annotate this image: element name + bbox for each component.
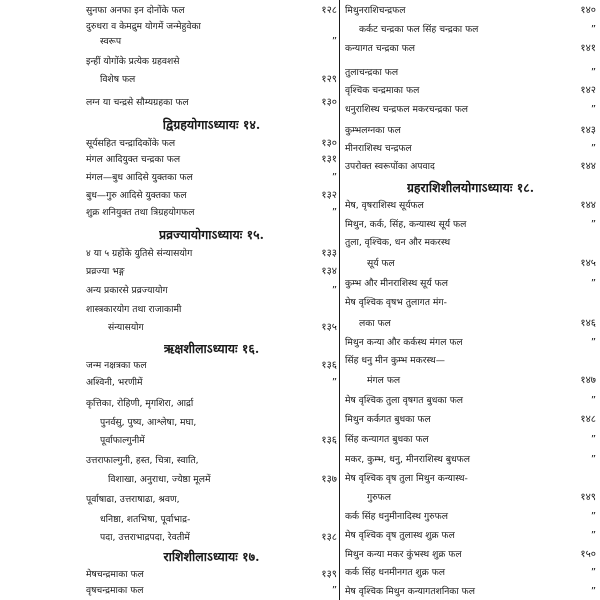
entry-text: सिंह कन्यागत बुधका फल [345, 434, 429, 445]
entry-text: सूर्यसहित चन्द्रादिकोंके फल [86, 138, 176, 149]
entry-text: शास्त्रकारयोग तथा राजाकामी [86, 304, 182, 315]
entry-text: लका फल [359, 318, 391, 329]
entry-text: मेष वृश्चिक मिथुन कन्यागतशनिका फल [345, 586, 475, 597]
entry-text: तुला, वृश्चिक, धन और मकरस्थ [345, 237, 451, 248]
entry-text: मेष वृश्चिक वृषभ तुलागत मंग- [345, 297, 447, 308]
index-entry [86, 96, 337, 109]
page-number: ” [331, 172, 337, 183]
entry-text: सिंह धनु मीन कुम्भ मकरस्थ— [345, 355, 445, 366]
page-number: ” [331, 36, 337, 47]
page-number: ” [331, 285, 337, 296]
index-entry [345, 236, 596, 249]
index-entry [345, 199, 596, 212]
index-entry [86, 473, 337, 486]
index-entry [86, 247, 337, 260]
page-number: १४४ [580, 200, 596, 211]
index-entry [345, 453, 596, 466]
index-entry [345, 566, 596, 579]
page-number: ” [590, 530, 596, 541]
index-entry [86, 171, 337, 184]
chapter-title: राशिशीलाऽध्यायः १७. [163, 549, 260, 564]
page-number: १३२ [321, 190, 337, 201]
entry-text: कर्क सिंह धनुमीनादिस्थ गुरुफल [345, 511, 448, 522]
index-entry [345, 472, 596, 485]
page-number: १३६ [321, 360, 337, 371]
page-number: १३५ [321, 322, 337, 333]
entry-text: मेष वृश्चिक तुला वृषगत बुधका फल [345, 395, 464, 406]
index-entry [345, 548, 596, 561]
index-entry [86, 434, 337, 447]
index-entry [86, 20, 337, 33]
index-entry [86, 55, 337, 68]
index-entry [86, 303, 337, 316]
index-entry [345, 124, 596, 137]
page-number: ” [590, 24, 596, 35]
page-number: ” [590, 586, 596, 597]
index-entry [86, 416, 337, 429]
index-entry [86, 397, 337, 410]
entry-text: मिथुनराशिचन्द्रफल [345, 5, 406, 16]
index-entry [86, 513, 337, 526]
entry-text: मंगल फल [367, 375, 401, 386]
entry-text: विशाखा, अनुराधा, ज्येष्ठा मूलमें [108, 474, 211, 485]
page-number: ” [590, 278, 596, 289]
entry-text: मेष वृश्चिक वृष तुला मिथुन कन्यास्थ- [345, 473, 468, 484]
entry-text: विशेष फल [100, 74, 136, 85]
index-entry [86, 189, 337, 202]
index-entry [345, 336, 596, 349]
chapter-heading [86, 227, 337, 243]
page-number: १३० [321, 97, 337, 108]
page-number: १३३ [321, 248, 337, 259]
page-number: ” [331, 585, 337, 596]
page-number: १३९ [321, 569, 337, 580]
index-entry [86, 73, 337, 86]
index-entry [345, 394, 596, 407]
entry-text: पूर्वाषाढा, उत्तराषाढा, श्रवण, [86, 494, 180, 505]
index-entry [86, 153, 337, 166]
entry-text: इन्हीं योगोंके प्रत्येक ग्रहवशसे [86, 56, 180, 67]
entry-text: मेष, वृषराशिस्थ सूर्यफल [345, 200, 424, 211]
entry-text: पदा, उत्तराभाद्रपदा, रेवतीमें [100, 532, 190, 543]
entry-text: पुनर्वसु, पुष्य, आश्लेषा, मघा, [100, 417, 197, 428]
chapter-title: प्रव्रज्यायोगाऽध्यायः १५. [159, 227, 264, 242]
index-entry [345, 4, 596, 17]
entry-text: तुलाचन्द्रका फल [345, 67, 399, 78]
entry-text: प्रव्रज्या भङ्ग [86, 266, 125, 277]
entry-text: मेषचन्द्रमाका फल [86, 569, 144, 580]
index-entry [86, 284, 337, 297]
entry-text: मीनराशिस्थ चन्द्रफल [345, 143, 412, 154]
entry-text: मिथुन कन्या मकर कुंभस्थ शुक्र फल [345, 549, 462, 560]
page-number: ” [590, 143, 596, 154]
entry-text: दुरुधरा व केमद्रुम योगमें जन्मेहुवेका [86, 21, 201, 32]
index-entry [86, 265, 337, 278]
page-number: १४४ [580, 161, 596, 172]
index-entry [86, 206, 337, 219]
index-entry [345, 23, 596, 36]
entry-text: कृत्तिका, रोहिणी, मृगशिरा, आर्द्रा [86, 398, 194, 409]
index-entry [345, 354, 596, 367]
page-number: १४३ [580, 125, 596, 136]
page-number: ” [331, 207, 337, 218]
index-entry [86, 493, 337, 506]
index-entry [345, 374, 596, 387]
index-entry [86, 137, 337, 150]
page-number: १३७ [321, 474, 337, 485]
index-entry [345, 42, 596, 55]
chapter-title: ग्रहराशिशीलयोगाऽध्यायः १८. [406, 180, 535, 195]
entry-text: मिथुन कर्कगत बुधका फल [345, 414, 431, 425]
index-entry [86, 35, 337, 48]
entry-text: अन्य प्रकारसे प्रव्रज्यायोग [86, 285, 168, 296]
index-entry [345, 160, 596, 173]
entry-text: मिथुन कन्या और कर्कस्थ मंगल फल [345, 337, 463, 348]
entry-text: कर्कट चन्द्रका फल सिंह चन्द्रका फल [359, 24, 479, 35]
index-entry [345, 413, 596, 426]
chapter-heading [86, 341, 337, 357]
entry-text: कर्क सिंह धनमीनगत शुक्र फल [345, 567, 446, 578]
entry-text: स्वरूप [100, 36, 122, 47]
page-number: १४९ [580, 492, 596, 503]
index-entry [86, 359, 337, 372]
page-number: १४८ [580, 414, 596, 425]
entry-text: अश्विनी, भरणीमें [86, 377, 143, 388]
index-entry [345, 84, 596, 97]
page-number: १३६ [321, 435, 337, 446]
entry-text: शुक्र शनियुक्त तथा त्रिग्रहयोगफल [86, 207, 195, 218]
index-entry [86, 376, 337, 389]
chapter-heading [86, 549, 337, 565]
index-entry [345, 142, 596, 155]
page-number: १२८ [321, 5, 337, 16]
index-entry [345, 296, 596, 309]
index-entry [86, 531, 337, 544]
page-number: १४१ [580, 43, 596, 54]
index-entry [86, 4, 337, 17]
entry-text: लग्न या चन्द्रसे सौम्यग्रहका फल [86, 97, 189, 108]
page-number: १३४ [321, 266, 337, 277]
page-number: १४५ [580, 258, 596, 269]
entry-text: मकर, कुम्भ, धनु, मीनराशिस्थ बुधफल [345, 454, 470, 465]
page-number: ” [590, 395, 596, 406]
page-number: ” [590, 454, 596, 465]
page-number: ” [590, 511, 596, 522]
index-entry [345, 433, 596, 446]
entry-text: बुध—गुरु आदिसे युक्तका फल [86, 190, 187, 201]
page-number: १३८ [321, 532, 337, 543]
entry-text: जन्म नक्षत्रका फल [86, 360, 147, 371]
entry-text: कन्यागत चन्द्रका फल [345, 43, 416, 54]
page-number: १३० [321, 138, 337, 149]
index-entry [345, 103, 596, 116]
page-number: १३१ [321, 154, 337, 165]
entry-text: धनिष्ठा, शतभिषा, पूर्वाभाद्र- [100, 514, 191, 525]
entry-text: सूर्य फल [367, 258, 395, 269]
entry-text: कुम्भलग्नका फल [345, 125, 401, 136]
entry-text: ४ या ५ ग्रहोंके युतिसे संन्यासयोग [86, 248, 193, 259]
index-entry [86, 454, 337, 467]
chapter-heading [345, 180, 596, 196]
index-entry [345, 218, 596, 231]
page-number: ” [590, 67, 596, 78]
entry-text: सुनफा अनफा इन दोनोंके फल [86, 5, 185, 16]
page-number: ” [590, 219, 596, 230]
entry-text: मंगल—बुध आदिसे युक्तका फल [86, 172, 193, 183]
page-number: १४६ [580, 318, 596, 329]
index-entry [86, 584, 337, 597]
entry-text: मेष वृश्चिक वृष तुलास्थ शुक्र फल [345, 530, 455, 541]
index-entry [86, 321, 337, 334]
index-entry [345, 277, 596, 290]
entry-text: वृश्चिक चन्द्रमाका फल [345, 85, 420, 96]
index-entry [345, 257, 596, 270]
page-number: १५० [580, 549, 596, 560]
entry-text: पूर्वाफाल्गुनीमें [100, 435, 145, 446]
entry-text: उपरोक्त स्वरूपोंका अपवाद [345, 161, 435, 172]
page-number: १४७ [580, 375, 596, 386]
page-number: १४२ [580, 85, 596, 96]
entry-text: मंगल आदियुक्त चन्द्रका फल [86, 154, 181, 165]
page-number: १४० [580, 5, 596, 16]
column-divider [339, 0, 340, 600]
page-number: ” [590, 434, 596, 445]
chapter-heading [86, 117, 337, 133]
chapter-title: द्विग्रहयोगाऽध्यायः १४. [162, 117, 261, 132]
page-number: ” [590, 567, 596, 578]
page-number: ” [331, 377, 337, 388]
index-entry [345, 510, 596, 523]
index-entry [345, 317, 596, 330]
entry-text: धनुराशिस्थ चन्द्रफल मकरचन्द्रका फल [345, 104, 469, 115]
index-entry [345, 66, 596, 79]
entry-text: मिथुन, कर्क, सिंह, कन्यास्थ सूर्य फल [345, 219, 467, 230]
entry-text: वृषचन्द्रमाका फल [86, 585, 144, 596]
chapter-title: ऋक्षशीलाऽध्यायः १६. [163, 341, 260, 356]
index-entry [345, 529, 596, 542]
index-column-left [86, 0, 337, 600]
entry-text: उत्तराफाल्गुनी, हस्त, चित्रा, स्वाति, [86, 455, 199, 466]
page-number: ” [590, 337, 596, 348]
index-entry [345, 585, 596, 598]
page-number: ” [590, 104, 596, 115]
index-entry [345, 491, 596, 504]
index-entry [86, 568, 337, 581]
entry-text: गुरुफल [367, 492, 391, 503]
entry-text: संन्यासयोग [108, 322, 144, 333]
page-number: १२९ [321, 74, 337, 85]
entry-text: कुम्भ और मीनराशिस्थ सूर्य फल [345, 278, 448, 289]
index-column-right [345, 0, 596, 600]
